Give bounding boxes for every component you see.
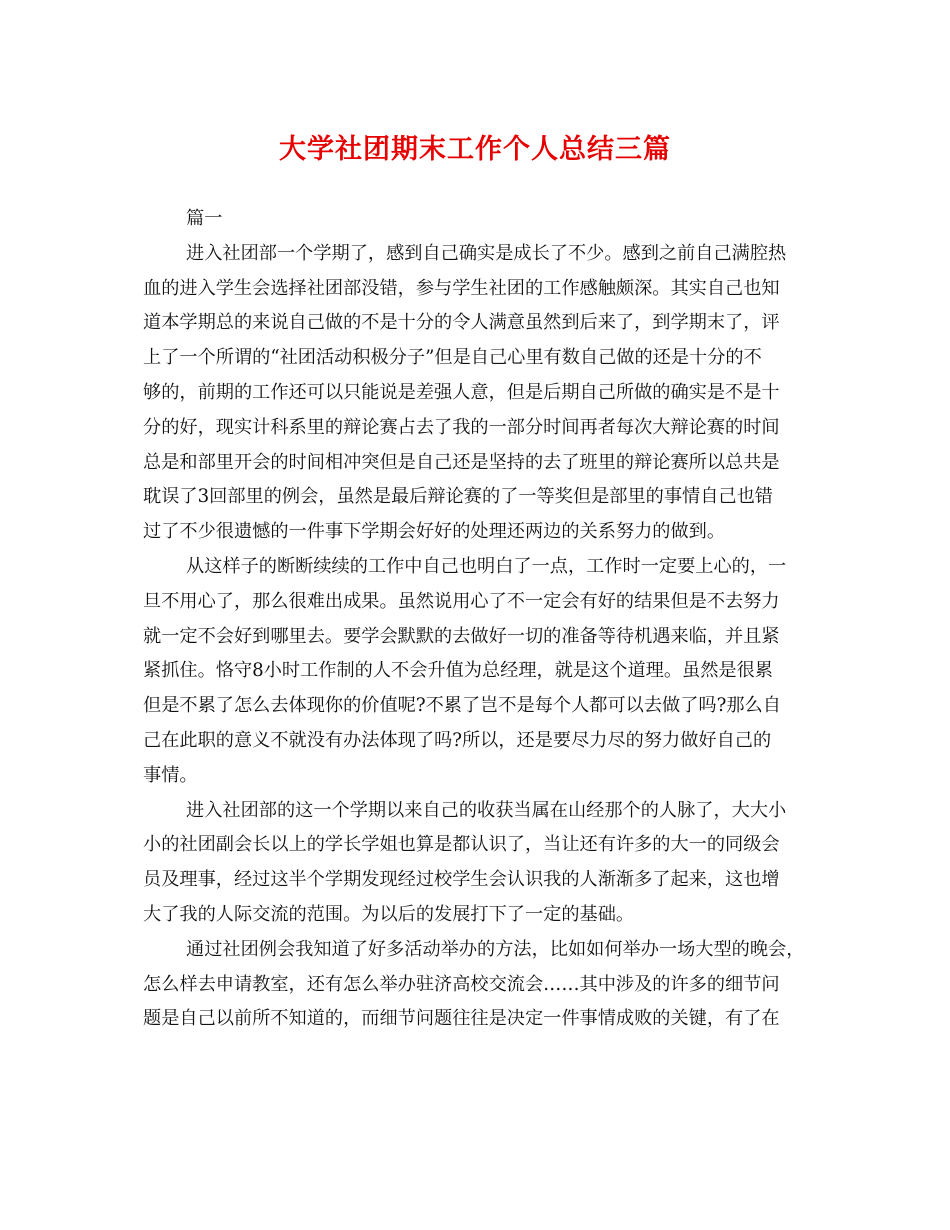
text-line: 上了一个所谓的“社团活动积极分子”但是自己心里有数自己做的还是十分的不 xyxy=(143,347,762,369)
text-line: 小的社团副会长以上的学长学姐也算是都认识了，当让还有许多的大一的同级会 xyxy=(143,834,780,856)
text-line: 旦不用心了，那么很难出成果。虽然说用心了不一定会有好的结果但是不去努力 xyxy=(143,590,780,612)
text-line: 过了不少很遗憾的一件事下学期会好好的处理还两边的关系努力的做到。 xyxy=(143,521,726,543)
text-line: 篇一 xyxy=(186,208,223,229)
text-line: 紧抓住。恪守8小时工作制的人不会升值为总经理，就是这个道理。虽然是很累 xyxy=(143,660,773,682)
text-line: 道本学期总的来说自己做的不是十分的令人满意虽然到后来了，到学期末了，评 xyxy=(143,312,780,334)
text-line: 耽误了3回部里的例会，虽然是最后辩论赛的了一等奖但是部里的事情自己也错 xyxy=(143,486,773,508)
text-line: 己在此职的意义不就没有办法体现了吗?所以，还是要尽力尽的努力做好自己的 xyxy=(143,729,772,751)
text-line: 够的，前期的工作还可以只能说是差强人意，但是后期自己所做的确实是不是十 xyxy=(143,381,780,403)
text-line: 进入社团部的这一个学期以来自己的收获当属在山经那个的人脉了，大大小 xyxy=(186,799,787,821)
text-line: 题是自己以前所不知道的，而细节问题往往是决定一件事情成败的关键，有了在 xyxy=(143,1008,780,1030)
text-line: 员及理事，经过这半个学期发现经过校学生会认识我的人渐渐多了起来，这也增 xyxy=(143,869,780,891)
text-line: 总是和部里开会的时间相冲突但是自己还是坚持的去了班里的辩论赛所以总共是 xyxy=(143,451,780,473)
text-line: 但是不累了怎么去体现你的价值呢?不累了岂不是每个人都可以去做了吗?那么自 xyxy=(143,695,781,717)
text-line: 血的进入学生会选择社团部没错，参与学生社团的工作感触颇深。其实自己也知 xyxy=(143,277,780,299)
text-line: 大了我的人际交流的范围。为以后的发展打下了一定的基础。 xyxy=(143,903,635,925)
text-line: 通过社团例会我知道了好多活动举办的方法，比如如何举办一场大型的晚会， xyxy=(186,938,805,960)
text-line: 从这样子的断断续续的工作中自己也明白了一点，工作时一定要上心的，一 xyxy=(186,555,787,577)
text-line: 事情。 xyxy=(143,764,198,786)
text-line: 进入社团部一个学期了，感到自己确实是成长了不少。感到之前自己满腔热 xyxy=(186,242,787,264)
text-line: 怎么样去申请教室，还有怎么举办驻济高校交流会……其中涉及的许多的细节问 xyxy=(143,973,780,995)
text-line: 分的好，现实计科系里的辩论赛占去了我的一部分时间再者每次大辩论赛的时间 xyxy=(143,416,780,438)
document-title: 大学社团期末工作个人总结三篇 xyxy=(279,134,671,165)
text-line: 就一定不会好到哪里去。要学会默默的去做好一切的准备等待机遇来临，并且紧 xyxy=(143,625,780,647)
document-body xyxy=(143,202,807,1037)
